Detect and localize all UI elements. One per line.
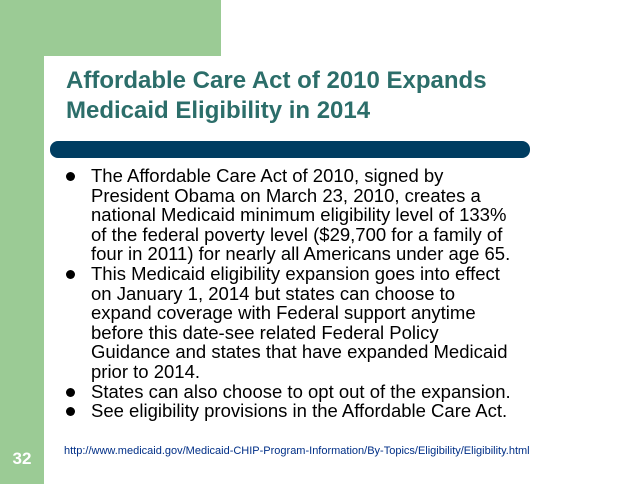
bullet-line: This Medicaid eligibility expansion goes into effect [91, 262, 500, 284]
bullet-dot-icon [66, 388, 75, 397]
bullet-item-aca-minimum-level [66, 166, 626, 264]
left-accent-band [0, 0, 44, 484]
bullet-line: States can also choose to opt out of the expansion. [91, 380, 511, 402]
slide-title [66, 66, 606, 126]
bullet-line: before this date-see related Federal Policy [91, 321, 439, 343]
bullet-line: expand coverage with Federal support anytime [91, 302, 476, 324]
bullet-line: See eligibility provisions in the Affordable Care Act. [91, 400, 508, 422]
bullet-line: national Medicaid minimum eligibility level of 133% [91, 204, 507, 226]
slide-number: 32 [12, 449, 32, 468]
bullet-line: The Affordable Care Act of 2010, signed by [91, 165, 444, 186]
bullet-dot-icon [66, 407, 75, 416]
bullet-line: on January 1, 2014 but states can choose to [91, 282, 456, 304]
bullet-line: Guidance and states that have expanded Medicaid [91, 341, 508, 363]
bullet-list [66, 166, 626, 421]
bullet-dot-icon [66, 172, 75, 181]
top-accent-band [44, 0, 221, 56]
slide-title-line-2: Medicaid Eligibility in 2014 [66, 97, 371, 124]
bullet-line: four in 2011) for nearly all Americans under age 65. [91, 243, 511, 265]
bullet-dot-icon [66, 270, 75, 279]
bullet-item-expansion-effective-date [66, 264, 626, 382]
bullet-line: of the federal poverty level ($29,700 for a family of [91, 223, 503, 245]
bullet-item-opt-out [66, 382, 626, 402]
bullet-item-eligibility-provisions [66, 401, 626, 421]
source-url-link[interactable]: http://www.medicaid.gov/Medicaid-CHIP-Program-Information/By-Topics/Eligibility/Eligibility.html [64, 445, 530, 457]
slide-title-line-1: Affordable Care Act of 2010 Expands [66, 67, 487, 94]
bullet-line: prior to 2014. [91, 360, 201, 382]
bullet-line: President Obama on March 23, 2010, creates a [91, 184, 481, 206]
title-underline-bar [50, 141, 530, 158]
